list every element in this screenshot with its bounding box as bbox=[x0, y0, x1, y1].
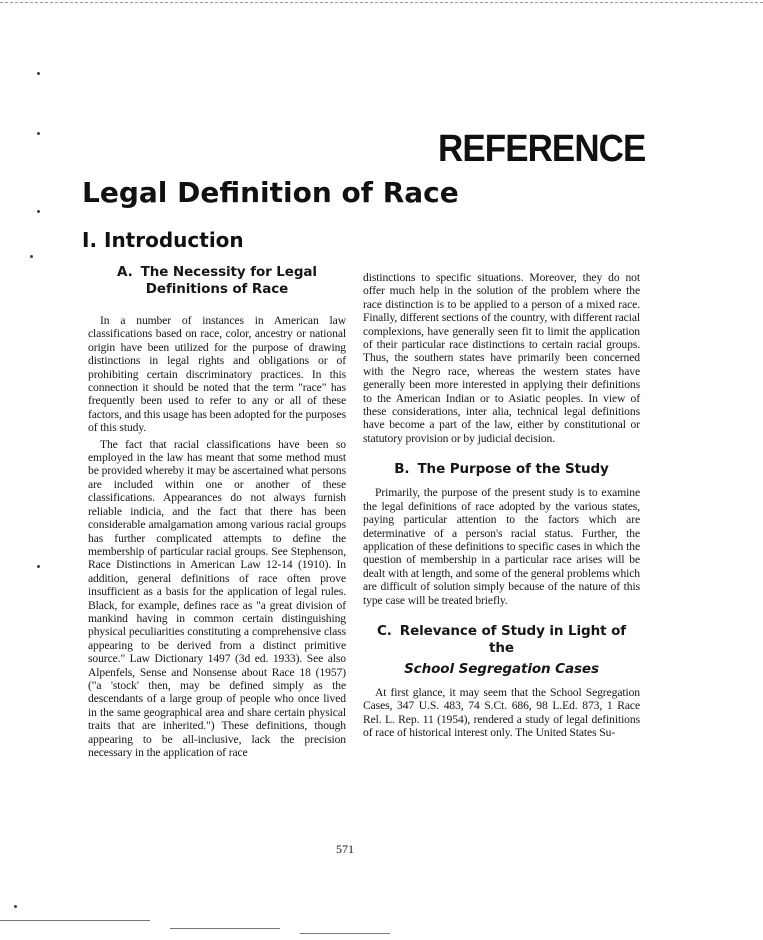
subheading-title: Relevance of Study in Light of the bbox=[399, 622, 627, 656]
scan-speck bbox=[37, 132, 40, 135]
scan-speck bbox=[14, 905, 17, 908]
paragraph: The fact that racial classifications have been so employed in the law has meant that some method must be provided whereby it may be ascertained what persons are included within one or another of these classifications. Appearances do not always furnish reliable indicia, and the fact that there has been considerable amalgamation among various racial groups has further complicated attempts to define the membership of particular racial groups. See Stephenson, Race Distinctions in American Law 12-14 (1910). In addition, general definitions of race often prove insufficient as a basis for the application of legal rules. Black, for example, defines race as "a great division of mankind having in common certain distinguishing physical peculiarities constituting a comprehensive class appearing to be derived from a distinct primitive source." Law Dictionary 1497 (3d ed. 1933). See also Alpenfels, Sense and Nonsense about Race 18 (1957) ("a 'stock' then, may be defined simply as the descendants of a large group of people who once lived in the same geographical area and share certain physical traits that are inherited.") These definitions, though appearing to be all-inclusive, lack the precision necessary in the application of race bbox=[88, 437, 346, 759]
subheading-letter: C. bbox=[376, 622, 392, 639]
scan-edge-line bbox=[170, 928, 280, 929]
page-title: Legal Definition of Race bbox=[82, 176, 459, 209]
scan-speck bbox=[37, 72, 40, 75]
scan-speck bbox=[37, 210, 40, 213]
subheading-italic: School Segregation Cases bbox=[404, 660, 599, 677]
paragraph: In a number of instances in American law classifications based on race, color, ancestry or national origin have been utilized for the purpose of drawing distinctions in legal rights and obligations or of prohibiting certain discriminatory practices. In this connection it should be noted that the term "race" has frequently been used to refer to any or all of these factors, and this usage has been adopted for the purposes of this study. bbox=[88, 314, 346, 435]
paragraph: At first glance, it may seem that the School Segregation Cases, 347 U.S. 483, 74 S.Ct. 686, 98 L.Ed. 873, 1 Race Rel. L. Rep. 11 (1954), rendered a study of legal definitions of race of historical interest only. The United States Su- bbox=[363, 685, 640, 740]
page-top-edge bbox=[0, 2, 763, 3]
subheading-a bbox=[88, 264, 346, 298]
scan-speck bbox=[30, 255, 33, 258]
subheading-c bbox=[363, 623, 640, 678]
subheading-title: The Purpose of the Study bbox=[417, 461, 609, 478]
subheading-b bbox=[363, 461, 640, 478]
paragraph: distinctions to specific situations. Moreover, they do not offer much help in the solution of the problem where the race distinction is to be applied to a person of a mixed race. Finally, different sections of the country, with different racial complexions, have generally seen fit to limit the application of their particular race distinctions to certain racial groups. Thus, the southern states have primarily been concerned with the Negro race, whereas the western states have generally been more interested in applying their definitions to the American Indian or to Asiatic peoples. In view of these considerations, inter alia, technical legal definitions have become a part of the law, either by constitutional or statutory provision or by judicial decision. bbox=[363, 271, 640, 445]
subheading-title: The Necessity for Legal Definitions of Race bbox=[140, 264, 317, 297]
page-number: 571 bbox=[336, 842, 354, 856]
subheading-letter: A. bbox=[117, 264, 133, 280]
subheading-letter: B. bbox=[394, 461, 410, 478]
paragraph: Primarily, the purpose of the present study is to examine the legal definitions of race adopted by the various states, paying particular attention to the factors which are determinative of a person's racial status. Further, the application of these definitions to specific cases in which the question of membership in a particular race arises will be dealt with at length, and some of the general problems which are difficult of solution simply because of the nature of this type case will be treated briefly. bbox=[363, 486, 641, 607]
scan-edge-line bbox=[300, 933, 390, 934]
scan-edge-line bbox=[0, 920, 150, 921]
reference-kicker: REFERENCE bbox=[437, 128, 645, 170]
scan-speck bbox=[37, 565, 40, 568]
right-column bbox=[363, 271, 640, 740]
left-column bbox=[88, 264, 346, 759]
section-heading: I. Introduction bbox=[82, 228, 244, 252]
